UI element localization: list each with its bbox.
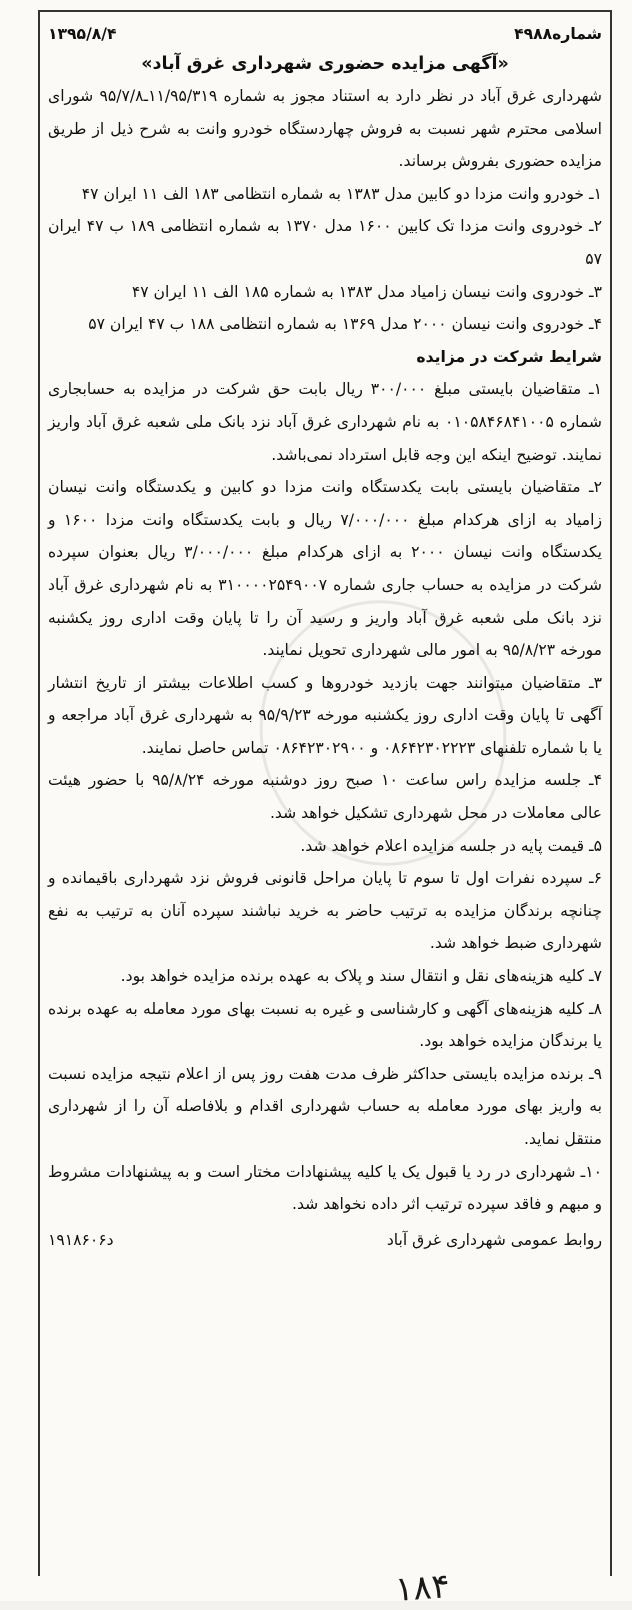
announcement-title: «آگهی مزایده حضوری شهرداری غرق آباد» [141, 54, 509, 74]
frame-left-border [38, 10, 40, 1576]
condition-item: ۱۰ـ شهرداری در رد یا قبول یک یا کلیه پیشنهادات مختار است و به پیشنهادات مشروط و مبهم و فاقد سپرده ترتیب اثر داده نخواهد شد. [48, 1162, 602, 1214]
condition-item: ۴ـ جلسه مزایده راس ساعت ۱۰ صبح روز دوشنبه مورخه ۹۵/۸/۲۴ با حضور هیئت عالی معاملات در محل شهرداری تشکیل خواهد شد. [48, 771, 602, 823]
vehicle-item: ۲ـ خودروی وانت مزدا تک کابین ۱۶۰۰ مدل ۱۳۷۰ به شماره انتظامی ۱۸۹ ب ۴۷ ایران ۵۷ [48, 217, 602, 268]
intro-paragraph: شهرداری غرق آباد در نظر دارد به استناد مجوز به شماره ۱۱/۹۵/۳۱۹ـ۹۵/۷/۸ شورای اسلامی محترم شهر نسبت به فروش چهاردستگاه خودرو وانت به شرح ذیل از طریق مزایده حضوری بفروش برساند. [48, 87, 602, 171]
vehicle-item: ۱ـ خودرو وانت مزدا دو کابین مدل ۱۳۸۳ به شماره انتظامی ۱۸۳ الف ۱۱ ایران ۴۷ [81, 184, 602, 203]
condition-item: ۵ـ قیمت پایه در جلسه مزایده اعلام خواهد شد. [300, 836, 602, 855]
conditions-heading: شرایط شرکت در مزایده [416, 347, 602, 366]
condition-item: ۶ـ سپرده نفرات اول تا سوم تا پایان مراحل قانونی فروش نزد شهرداری باقیمانده و چنانچه برندگان مزایده به ترتیب حاضر به خرید نباشند سپرده آنان به ترتیب به نفع شهرداری ضبط خواهد شد. [48, 869, 602, 953]
condition-item: ۲ـ متقاضیان بایستی بابت یکدستگاه وانت مزدا دو کابین و یکدستگاه وانت نیسان زامیاد به ازای هرکدام مبلغ ۷/۰۰۰/۰۰۰ ریال و بابت یکدستگاه وانت مزدا ۱۶۰۰ و یکدستگاه وانت نیسان ۲۰۰۰ به ازای هرکدام مبلغ ۳/۰۰۰/۰۰۰ ریال بعنوان سپرده شرکت در مزایده به حساب جاری شماره ۳۱۰۰۰۰۲۵۴۹۰۰۷ به نام شهرداری غرق آباد نزد بانک ملی شعبه غرق آباد واریز و رسید آن را تا پایان وقت اداری روز یکشنبه مورخه ۹۵/۸/۲۳ به امور مالی شهرداری تحویل نمایند. [48, 478, 603, 660]
footer-signature: روابط عمومی شهرداری غرق آباد [386, 1230, 602, 1249]
footer-row [48, 1225, 602, 1255]
handwritten-note: ۱۸۴ [393, 1566, 452, 1610]
announcement-date: ۱۳۹۵/۸/۴ [48, 25, 117, 43]
frame-right-border [610, 10, 612, 1576]
condition-item: ۳ـ متقاضیان میتوانند جهت بازدید خودروها و کسب اطلاعات بیشتر از تاریخ انتشار آگهی تا پایان وقت اداری روز یکشنبه مورخه ۹۵/۹/۲۳ به شهرداری غرق آباد مراجعه و یا با شماره تلفنهای ۰۸۶۴۲۳۰۲۲۲۳ و ۰۸۶۴۲۳۰۲۹۰۰ تماس حاصل نمایند. [48, 673, 602, 757]
announcement-body [48, 20, 602, 1255]
announcement-number: شماره۴۹۸۸ [514, 25, 602, 43]
footer-code: د۱۹۱۸۶۰۶ [48, 1230, 114, 1249]
vehicle-item: ۴ـ خودروی وانت نیسان ۲۰۰۰ مدل ۱۳۶۹ به شماره انتظامی ۱۸۸ ب ۴۷ ایران ۵۷ [88, 315, 602, 334]
condition-item: ۷ـ کلیه هزینه‌های نقل و انتقال سند و پلاک به عهده برنده مزایده خواهد بود. [120, 967, 602, 986]
vehicle-item: ۳ـ خودروی وانت نیسان زامیاد مدل ۱۳۸۳ به شماره ۱۸۵ الف ۱۱ ایران ۴۷ [131, 282, 602, 301]
frame-top-border [38, 10, 612, 12]
condition-item: ۸ـ کلیه هزینه‌های آگهی و کارشناسی و غیره به نسبت بهای مورد معامله به عهده برنده یا برندگان مزایده خواهد بود. [48, 999, 602, 1051]
condition-item: ۱ـ متقاضیان بایستی مبلغ ۳۰۰/۰۰۰ ریال بابت حق شرکت در مزایده به حسابجاری شماره ۰۱۰۵۸۴۶۸۴۱۰۰۵ به نام شهرداری غرق آباد نزد بانک ملی شعبه غرق آباد واریز نمایند. توضیح اینکه این وجه قابل استرداد نمی‌باشد. [48, 380, 602, 464]
condition-item: ۹ـ برنده مزایده بایستی حداکثر ظرف مدت هفت روز پس از اعلام نتیجه مزایده نسبت به واریز بهای مورد معامله به حساب شهرداری اقدام و بلافاصله آن را از شهرداری منتقل نماید. [48, 1064, 602, 1148]
header-row [48, 20, 602, 48]
